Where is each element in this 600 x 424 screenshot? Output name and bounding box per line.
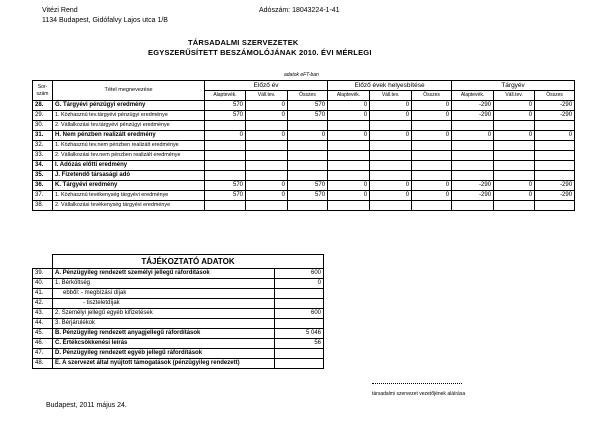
row-number: 28. [33,101,53,111]
col-sub-alap: Alaptevék. [452,91,494,101]
row-value [288,141,328,151]
row-value [246,171,288,181]
col-group-prev-year: Előző év [205,81,328,91]
row-label: 1. Közhasznú tev.tárgyévi pénzügyi eredménye [53,111,205,121]
row-value [205,161,246,171]
row-value: 0 [246,191,288,201]
row-label: 1. Közhasznú tevékenység tárgyévi eredménye [53,191,205,201]
row-value [246,201,288,211]
row-value [535,161,575,171]
col-header-item: Tétel megnevezése [53,81,205,101]
info-row [33,329,324,339]
row-value: 570 [288,111,328,121]
row-value: 0 [370,111,412,121]
row-value [205,171,246,181]
row-value [275,289,324,299]
row-value: 0 [412,131,452,141]
report-title-line1: TÁRSADALMI SZERVEZETEK [188,38,299,47]
row-value [370,141,412,151]
info-row [33,299,324,309]
row-value [205,141,246,151]
row-value: 0 [328,131,370,141]
info-title: TÁJÉKOZTATÓ ADATOK [53,255,324,269]
row-number: 43. [33,309,53,319]
row-value [288,201,328,211]
table-row [33,131,575,141]
row-value [275,359,324,369]
row-number: 38. [33,201,53,211]
row-number: 41. [33,289,53,299]
row-value [288,121,328,131]
row-label: 3. Bérjárulékok [53,319,275,329]
row-value [412,121,452,131]
row-label: H. Nem pénzben realizált eredmény [53,131,205,141]
row-value: 0 [535,131,575,141]
row-value: 0 [246,111,288,121]
row-value: 0 [412,111,452,121]
row-value [288,171,328,181]
signature-line [372,383,462,384]
row-number: 33. [33,151,53,161]
row-label: 2. Vállalkozási tev.tárgyévi pénzügyi eredménye [53,121,205,131]
table-row [33,141,575,151]
info-row [33,309,324,319]
row-value [535,201,575,211]
row-label: 2. Vállalkozási tevékenység tárgyévi eredménye [53,201,205,211]
table-row [33,121,575,131]
row-value [452,141,494,151]
row-value [412,151,452,161]
row-value [288,151,328,161]
row-number: 47. [33,349,53,359]
row-value [328,121,370,131]
row-value [535,141,575,151]
row-value: 570 [288,101,328,111]
row-value [494,161,535,171]
row-value [246,151,288,161]
row-value: -290 [535,101,575,111]
row-label: ebből: - megbízási díjak [53,289,275,299]
row-value [494,121,535,131]
row-value: 0 [328,101,370,111]
info-row [33,319,324,329]
row-number: 39. [33,269,53,279]
row-value: 570 [205,191,246,201]
row-value: 0 [494,101,535,111]
info-row [33,289,324,299]
row-value [246,141,288,151]
row-number: 44. [33,319,53,329]
org-name: Vitézi Rend [42,7,78,14]
unit-note: adatok eFT-ban [284,72,319,78]
row-value: 600 [275,269,324,279]
row-number: 36. [33,181,53,191]
row-number: 40. [33,279,53,289]
info-table [32,254,324,369]
col-group-current-year: Tárgyév [452,81,575,91]
row-label: - tiszteletdíjak [53,299,275,309]
row-value: 0 [412,101,452,111]
table-row [33,151,575,161]
col-sub-vall: Váll.tev. [370,91,412,101]
row-label: A. Pénzügyileg rendezett személyi jellegű ráfordítások [53,269,275,279]
col-sub-ossz: Összes [535,91,575,101]
row-value: 5 046 [275,329,324,339]
row-value: 570 [288,191,328,201]
row-label: E. A szervezet által nyújtott támogatások (pénzügyileg rendezett) [53,359,275,369]
row-value [370,201,412,211]
place-date: Budapest, 2011 május 24. [46,402,127,409]
info-row [33,279,324,289]
row-value [452,171,494,181]
row-value: 600 [275,309,324,319]
row-number: 32. [33,141,53,151]
row-value: 0 [494,181,535,191]
row-value [328,161,370,171]
row-value [412,141,452,151]
row-value: 0 [328,111,370,121]
row-value [494,201,535,211]
tax-number: Adószám: 18043224-1-41 [259,7,340,14]
row-value [412,201,452,211]
row-value [205,151,246,161]
row-value [205,121,246,131]
row-number: 30. [33,121,53,131]
row-number: 45. [33,329,53,339]
row-value: -290 [535,191,575,201]
row-label: 1. Közhasznú tev.nem pénzben realizált eredménye [53,141,205,151]
row-value: 0 [275,279,324,289]
row-value [328,201,370,211]
row-label: 1. Bérköltség [53,279,275,289]
row-value: 0 [412,191,452,201]
row-label: 2. Személyi jellegű egyéb kifizetések [53,309,275,319]
row-value: 0 [246,131,288,141]
table-row [33,111,575,121]
row-label: G. Tárgyévi pénzügyi eredmény [53,101,205,111]
info-row [33,349,324,359]
col-sub-vall: Váll.tev. [494,91,535,101]
row-label: K. Tárgyévi eredmény [53,181,205,191]
row-number: 34. [33,161,53,171]
row-value: 0 [370,181,412,191]
row-value [275,299,324,309]
row-number: 31. [33,131,53,141]
row-value: 56 [275,339,324,349]
row-value: 0 [370,131,412,141]
row-value: 570 [205,111,246,121]
col-header-sorszam: Sor- szám [33,81,53,101]
row-value [412,161,452,171]
col-sub-alap: Alaptevék. [205,91,246,101]
row-value [370,171,412,181]
info-row [33,269,324,279]
info-row [33,359,324,369]
row-value [370,121,412,131]
row-value [412,171,452,181]
table-row [33,101,575,111]
balance-table [32,80,575,211]
row-value: 570 [288,181,328,191]
signature-label: társadalmi szervezet vezetőjének aláírása [372,391,466,397]
row-value [246,121,288,131]
report-title-line2: EGYSZERŰSÍTETT BESZÁMOLÓJÁNAK 2010. ÉVI MÉRLEGI [148,48,372,57]
row-value: 570 [205,101,246,111]
row-value: -290 [452,181,494,191]
info-row [33,339,324,349]
row-value [452,201,494,211]
table-row [33,191,575,201]
row-value [275,319,324,329]
table-row [33,201,575,211]
row-number: 48. [33,359,53,369]
org-address: 1134 Budapest, Gidófalvy Lajos utca 1/B [42,17,168,24]
row-value: 0 [328,191,370,201]
row-value [452,121,494,131]
row-label: B. Pénzügyileg rendezett anyagjellegű ráfordítások [53,329,275,339]
row-value: 0 [494,111,535,121]
col-sub-alap: Alaptevék. [328,91,370,101]
row-value: 0 [452,131,494,141]
row-value [328,171,370,181]
row-value: 0 [412,181,452,191]
row-value: 0 [370,191,412,201]
row-value: 0 [246,101,288,111]
row-value: 0 [246,181,288,191]
row-label: C. Értékcsökkenési leírás [53,339,275,349]
row-label: 2. Vállalkozási tev.nem pénzben realizált eredménye [53,151,205,161]
col-group-adjustment: Előző évek helyesbítése [328,81,452,91]
col-sub-ossz: Összes [412,91,452,101]
row-value [452,161,494,171]
col-sub-vall: Váll.tev. [246,91,288,101]
row-value: -290 [452,191,494,201]
row-value [452,151,494,161]
row-number: 35. [33,171,53,181]
table-row [33,161,575,171]
row-value [535,151,575,161]
row-value: 0 [494,131,535,141]
row-value: 0 [205,131,246,141]
row-number: 42. [33,299,53,309]
row-value: 0 [328,181,370,191]
row-label: J. Fizetendő társasági adó [53,171,205,181]
row-number: 37. [33,191,53,201]
row-value [370,151,412,161]
row-value: 0 [494,191,535,201]
row-value: -290 [535,111,575,121]
row-value [494,141,535,151]
row-value [246,161,288,171]
row-value: -290 [452,101,494,111]
row-value [205,201,246,211]
row-label: D. Pénzügyileg rendezett egyéb jellegű ráfordítások [53,349,275,359]
row-value: -290 [535,181,575,191]
row-value: 0 [288,131,328,141]
row-value: 570 [205,181,246,191]
row-number: 46. [33,339,53,349]
col-sub-ossz: Összes [288,91,328,101]
row-value [275,349,324,359]
row-value [328,141,370,151]
row-number: 29. [33,111,53,121]
row-value [494,171,535,181]
row-value [288,161,328,171]
row-value [535,171,575,181]
row-value [370,161,412,171]
table-row [33,181,575,191]
row-label: I. Adózás előtti eredmény [53,161,205,171]
row-value: 0 [370,101,412,111]
row-value [328,151,370,161]
row-value [535,121,575,131]
row-value [494,151,535,161]
table-row [33,171,575,181]
row-value: -290 [452,111,494,121]
